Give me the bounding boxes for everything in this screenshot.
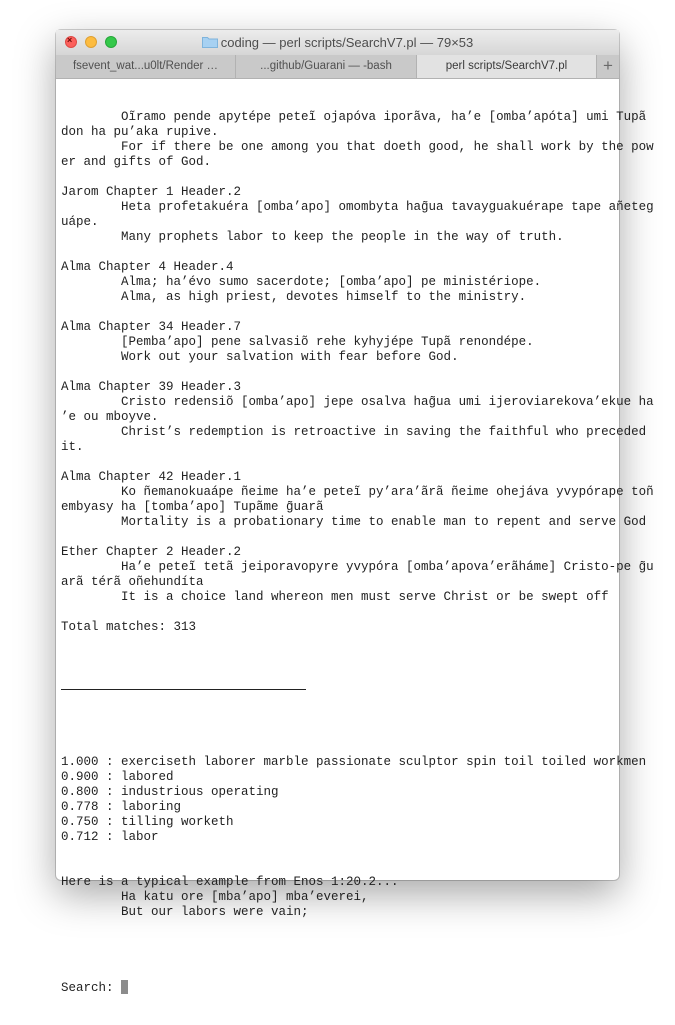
terminal-line: 0.778 : laboring xyxy=(61,800,182,814)
tab-fsevent[interactable]: fsevent_wat...u0lt/Render … xyxy=(56,55,236,78)
terminal-line: Here is a typical example from Enos 1:20.2... xyxy=(61,875,399,889)
terminal-line: Alma Chapter 39 Header.3 xyxy=(61,380,242,394)
tab-guarani-bash[interactable]: ...github/Guarani — -bash xyxy=(236,55,417,78)
terminal-line: ’e ou mboyve. xyxy=(61,410,159,424)
terminal-line: embyasy ha [tomba’apo] Tupãme g̃uarã xyxy=(61,500,324,514)
search-prompt-label: Search: xyxy=(61,981,122,995)
terminal-line: Alma Chapter 42 Header.1 xyxy=(61,470,242,484)
terminal-line: Jarom Chapter 1 Header.2 xyxy=(61,185,242,199)
separator-rule xyxy=(61,680,614,695)
terminal-line xyxy=(61,845,614,860)
terminal-line: It is a choice land whereon men must serve Christ or be swept off xyxy=(61,590,609,604)
terminal-line: don ha pu’aka rupive. xyxy=(61,125,219,139)
terminal-line: Heta profetakuéra [omba’apo] omombyta hag̃ua tavayguakuérape tape añeteg xyxy=(61,200,654,214)
terminal-line: Mortality is a probationary time to enable man to repent and serve God xyxy=(61,515,647,529)
search-results xyxy=(61,110,654,650)
terminal-line: 0.750 : tilling worketh xyxy=(61,815,234,829)
terminal-line: Alma; ha’évo sumo sacerdote; [omba’apo] pe ministériope. xyxy=(61,275,542,289)
terminal-line: Total matches: 313 xyxy=(61,620,197,634)
terminal-line: 1.000 : exerciseth laborer marble passionate sculptor spin toil toiled workmen xyxy=(61,755,647,769)
terminal-line: Ether Chapter 2 Header.2 xyxy=(61,545,242,559)
terminal-output[interactable] xyxy=(61,80,654,995)
terminal-line: For if there be one among you that doeth good, he shall work by the pow xyxy=(61,140,654,154)
terminal-line: Ha katu ore [mba’apo] mba’everei, xyxy=(61,890,369,904)
tab-bar xyxy=(56,55,619,79)
search-prompt-line[interactable] xyxy=(61,980,614,995)
terminal-line: Ha’e peteĩ tetã jeiporavopyre yvypóra [omba’apova’erãháme] Cristo-pe g̃u xyxy=(61,560,654,574)
terminal-line xyxy=(61,305,614,320)
terminal-line: 0.900 : labored xyxy=(61,770,174,784)
terminal-line: Ko ñemanokuaápe ñeime ha’e peteĩ py’ara’ãrã ñeime ohejáva yvypórape toñ xyxy=(61,485,654,499)
terminal-line xyxy=(61,740,614,755)
folder-icon xyxy=(202,36,218,48)
terminal-line: Cristo redensiõ [omba’apo] jepe osalva hag̃ua umi ijeroviarekova’ekue ha xyxy=(61,395,654,409)
terminal-line: uápe. xyxy=(61,215,99,229)
close-icon: × xyxy=(67,35,73,45)
terminal-line: Alma Chapter 34 Header.7 xyxy=(61,320,242,334)
terminal-line: 0.800 : industrious operating xyxy=(61,785,279,799)
terminal-line xyxy=(61,245,614,260)
similarity-results xyxy=(61,725,647,950)
terminal-line: Work out your salvation with fear before God. xyxy=(61,350,459,364)
window-title-container xyxy=(56,35,619,50)
terminal-line: arã térã oñehundíta xyxy=(61,575,204,589)
terminal-line xyxy=(61,860,614,875)
terminal-line: Many prophets labor to keep the people in the way of truth. xyxy=(61,230,564,244)
terminal-line xyxy=(61,170,614,185)
terminal-line xyxy=(61,365,614,380)
terminal-line xyxy=(61,530,614,545)
text-cursor xyxy=(121,980,128,994)
window-title: coding — perl scripts/SearchV7.pl — 79×53 xyxy=(220,35,474,50)
terminal-line xyxy=(61,635,614,650)
terminal-line xyxy=(61,455,614,470)
terminal-line: Oĩramo pende apytépe peteĩ ojapóva iporãva, ha’e [omba’apóta] umi Tupã xyxy=(61,110,647,124)
terminal-line: But our labors were vain; xyxy=(61,905,309,919)
terminal-line xyxy=(61,920,614,935)
terminal-line: it. xyxy=(61,440,84,454)
terminal-line: Christ’s redemption is retroactive in saving the faithful who preceded xyxy=(61,425,647,439)
terminal-line xyxy=(61,725,614,740)
terminal-line: er and gifts of God. xyxy=(61,155,212,169)
title-bar[interactable] xyxy=(56,30,619,56)
terminal-line: Alma, as high priest, devotes himself to the ministry. xyxy=(61,290,527,304)
terminal-line: [Pemba’apo] pene salvasiõ rehe kyhyjépe Tupã renondépe. xyxy=(61,335,534,349)
new-tab-button[interactable]: + xyxy=(603,56,613,75)
tab-searchv7[interactable]: perl scripts/SearchV7.pl xyxy=(417,55,597,78)
terminal-line: 0.712 : labor xyxy=(61,830,159,844)
horizontal-rule xyxy=(61,680,306,690)
terminal-window xyxy=(56,30,654,995)
terminal-line xyxy=(61,605,614,620)
terminal-line: Alma Chapter 4 Header.4 xyxy=(61,260,234,274)
terminal-line xyxy=(61,935,614,950)
